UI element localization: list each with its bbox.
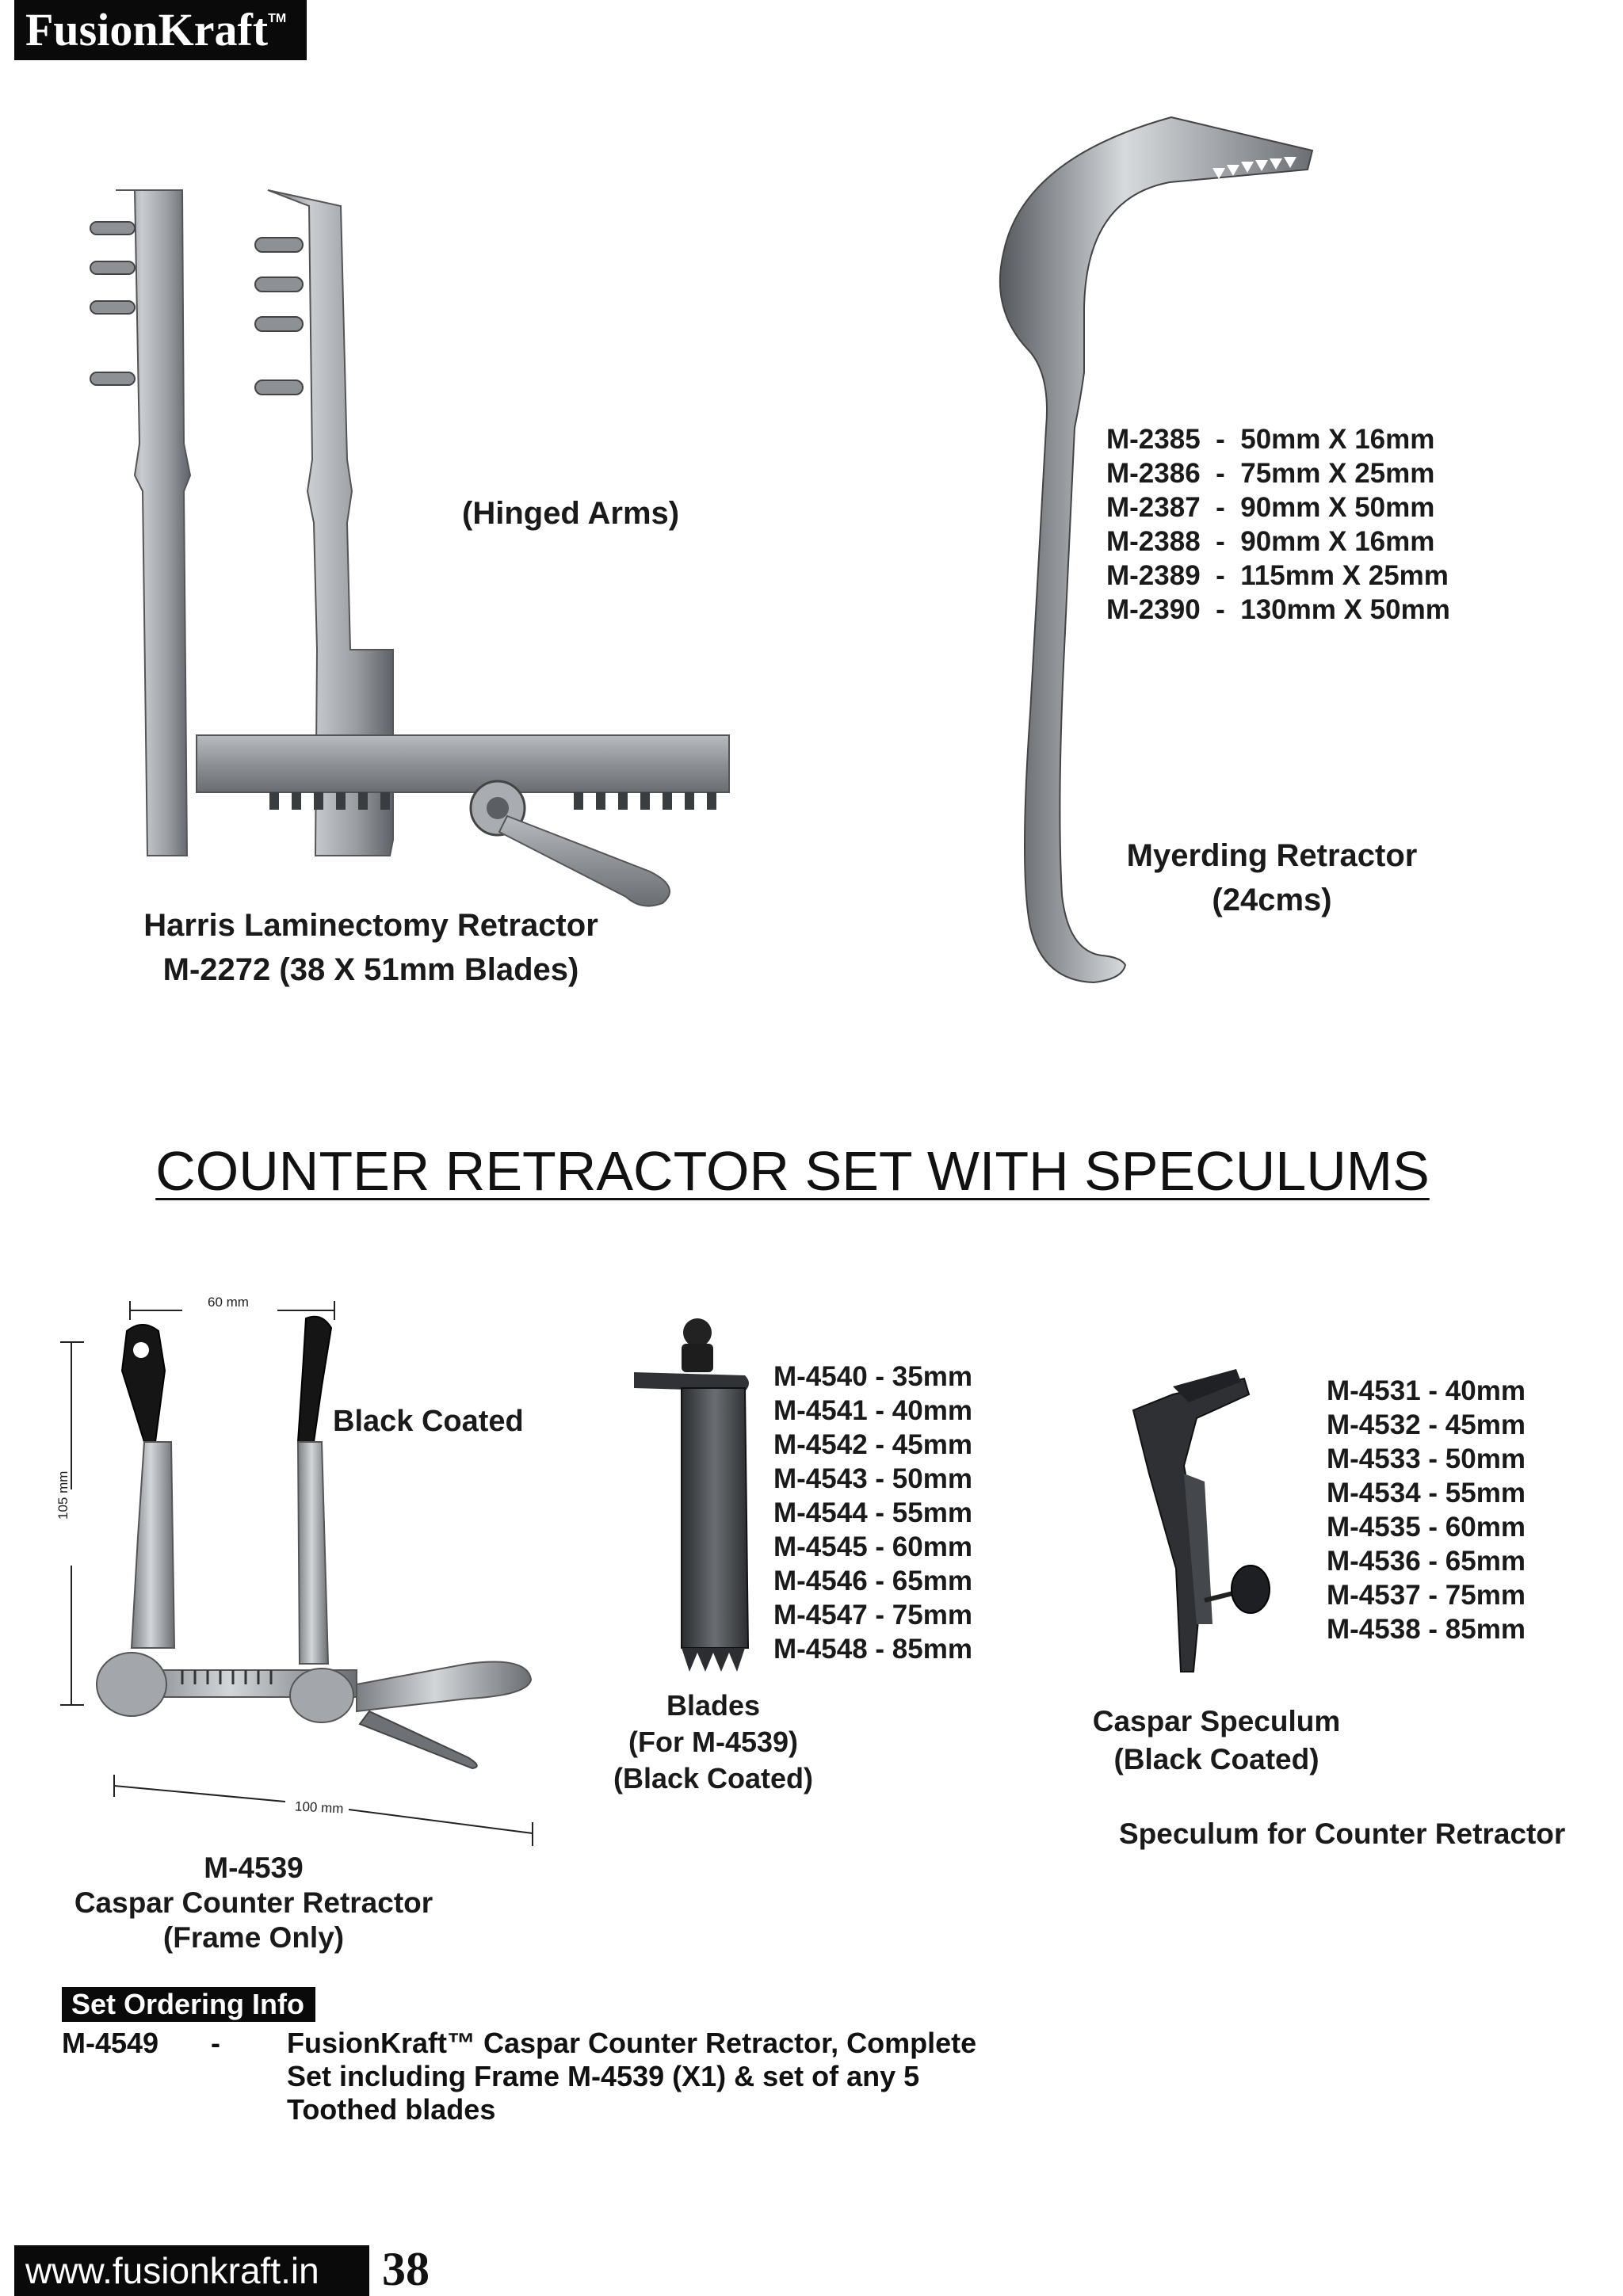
list-item: M-2387 - 90mm X 50mm xyxy=(1106,492,1435,523)
list-item: M-4536 - 65mm xyxy=(1327,1546,1526,1577)
list-item: M-4548 - 85mm xyxy=(773,1634,972,1665)
list-item: M-4531 - 40mm xyxy=(1327,1375,1526,1406)
list-item: M-2386 - 75mm X 25mm xyxy=(1106,458,1435,489)
ordering-description xyxy=(287,2027,1064,2126)
harris-code: M-2272 (38 X 51mm Blades) xyxy=(162,952,579,987)
list-item: M-4544 - 55mm xyxy=(773,1497,972,1528)
blade-size-list xyxy=(773,1360,972,1666)
list-item: M-4534 - 55mm xyxy=(1327,1478,1526,1508)
myerding-subtitle: (24cms) xyxy=(1212,883,1332,917)
section-title: COUNTER RETRACTOR SET WITH SPECULUMS xyxy=(155,1140,1430,1202)
speculum-size-list xyxy=(1327,1374,1526,1646)
ordering-code: M-4549 xyxy=(62,2027,159,2059)
speculum-caption: Speculum for Counter Retractor xyxy=(1119,1817,1566,1850)
myerding-title: Myerding Retractor xyxy=(1126,838,1418,873)
brand-trademark: TM xyxy=(268,12,287,25)
speculum-image xyxy=(1117,1363,1300,1680)
myerding-size-list xyxy=(1106,422,1450,627)
caspar-frame-subtitle: (Frame Only) xyxy=(162,1921,345,1954)
list-item: M-2385 - 50mm X 16mm xyxy=(1106,424,1435,455)
list-item: M-4546 - 65mm xyxy=(773,1566,972,1596)
list-item: M-4543 - 50mm xyxy=(773,1463,972,1494)
caspar-frame-code: M-4539 xyxy=(204,1852,304,1884)
brand-logo xyxy=(14,0,307,60)
speculum-subtitle: (Black Coated) xyxy=(1113,1743,1319,1775)
page-number: 38 xyxy=(382,2243,430,2295)
brand-name: FusionKraft xyxy=(25,4,269,55)
dim-height-label: 105 mm xyxy=(55,1470,71,1520)
list-item: M-4541 - 40mm xyxy=(773,1395,972,1426)
blades-line3: (Black Coated) xyxy=(613,1762,814,1794)
blades-line2: (For M-4539) xyxy=(628,1726,799,1758)
list-item: M-4542 - 45mm xyxy=(773,1429,972,1460)
ordering-line-3: Toothed blades xyxy=(287,2093,496,2126)
dim-width-label: 60 mm xyxy=(208,1295,249,1310)
list-item: M-4535 - 60mm xyxy=(1327,1512,1526,1543)
speculum-title: Caspar Speculum xyxy=(1092,1705,1341,1737)
list-item: M-4533 - 50mm xyxy=(1327,1444,1526,1474)
ordering-line-2: Set including Frame M-4539 (X1) & set of any 5 xyxy=(287,2060,920,2092)
blades-title: Blades xyxy=(666,1689,761,1722)
list-item: M-2390 - 130mm X 50mm xyxy=(1106,594,1450,625)
list-item: M-4532 - 45mm xyxy=(1327,1409,1526,1440)
hinged-arms-label: (Hinged Arms) xyxy=(462,496,680,531)
ordering-heading: Set Ordering Info xyxy=(62,1987,315,2022)
list-item: M-4540 - 35mm xyxy=(773,1361,972,1392)
list-item: M-4538 - 85mm xyxy=(1327,1614,1526,1645)
harris-retractor-image xyxy=(79,174,761,919)
list-item: M-4547 - 75mm xyxy=(773,1600,972,1630)
harris-title: Harris Laminectomy Retractor xyxy=(143,908,598,943)
caspar-frame-image xyxy=(55,1283,547,1854)
list-item: M-2389 - 115mm X 25mm xyxy=(1106,560,1449,591)
blade-image xyxy=(626,1315,769,1680)
footer-website: www.fusionkraft.in xyxy=(14,2245,369,2296)
ordering-dash: - xyxy=(211,2027,220,2059)
list-item: M-4537 - 75mm xyxy=(1327,1580,1526,1611)
caspar-frame-title: Caspar Counter Retractor xyxy=(74,1886,433,1919)
list-item: M-2388 - 90mm X 16mm xyxy=(1106,526,1435,557)
dim-length-label: 100 mm xyxy=(294,1798,344,1817)
list-item: M-4545 - 60mm xyxy=(773,1531,972,1562)
black-coated-label: Black Coated xyxy=(333,1405,524,1438)
ordering-line-1: FusionKraft™ Caspar Counter Retractor, Complete xyxy=(287,2027,977,2059)
